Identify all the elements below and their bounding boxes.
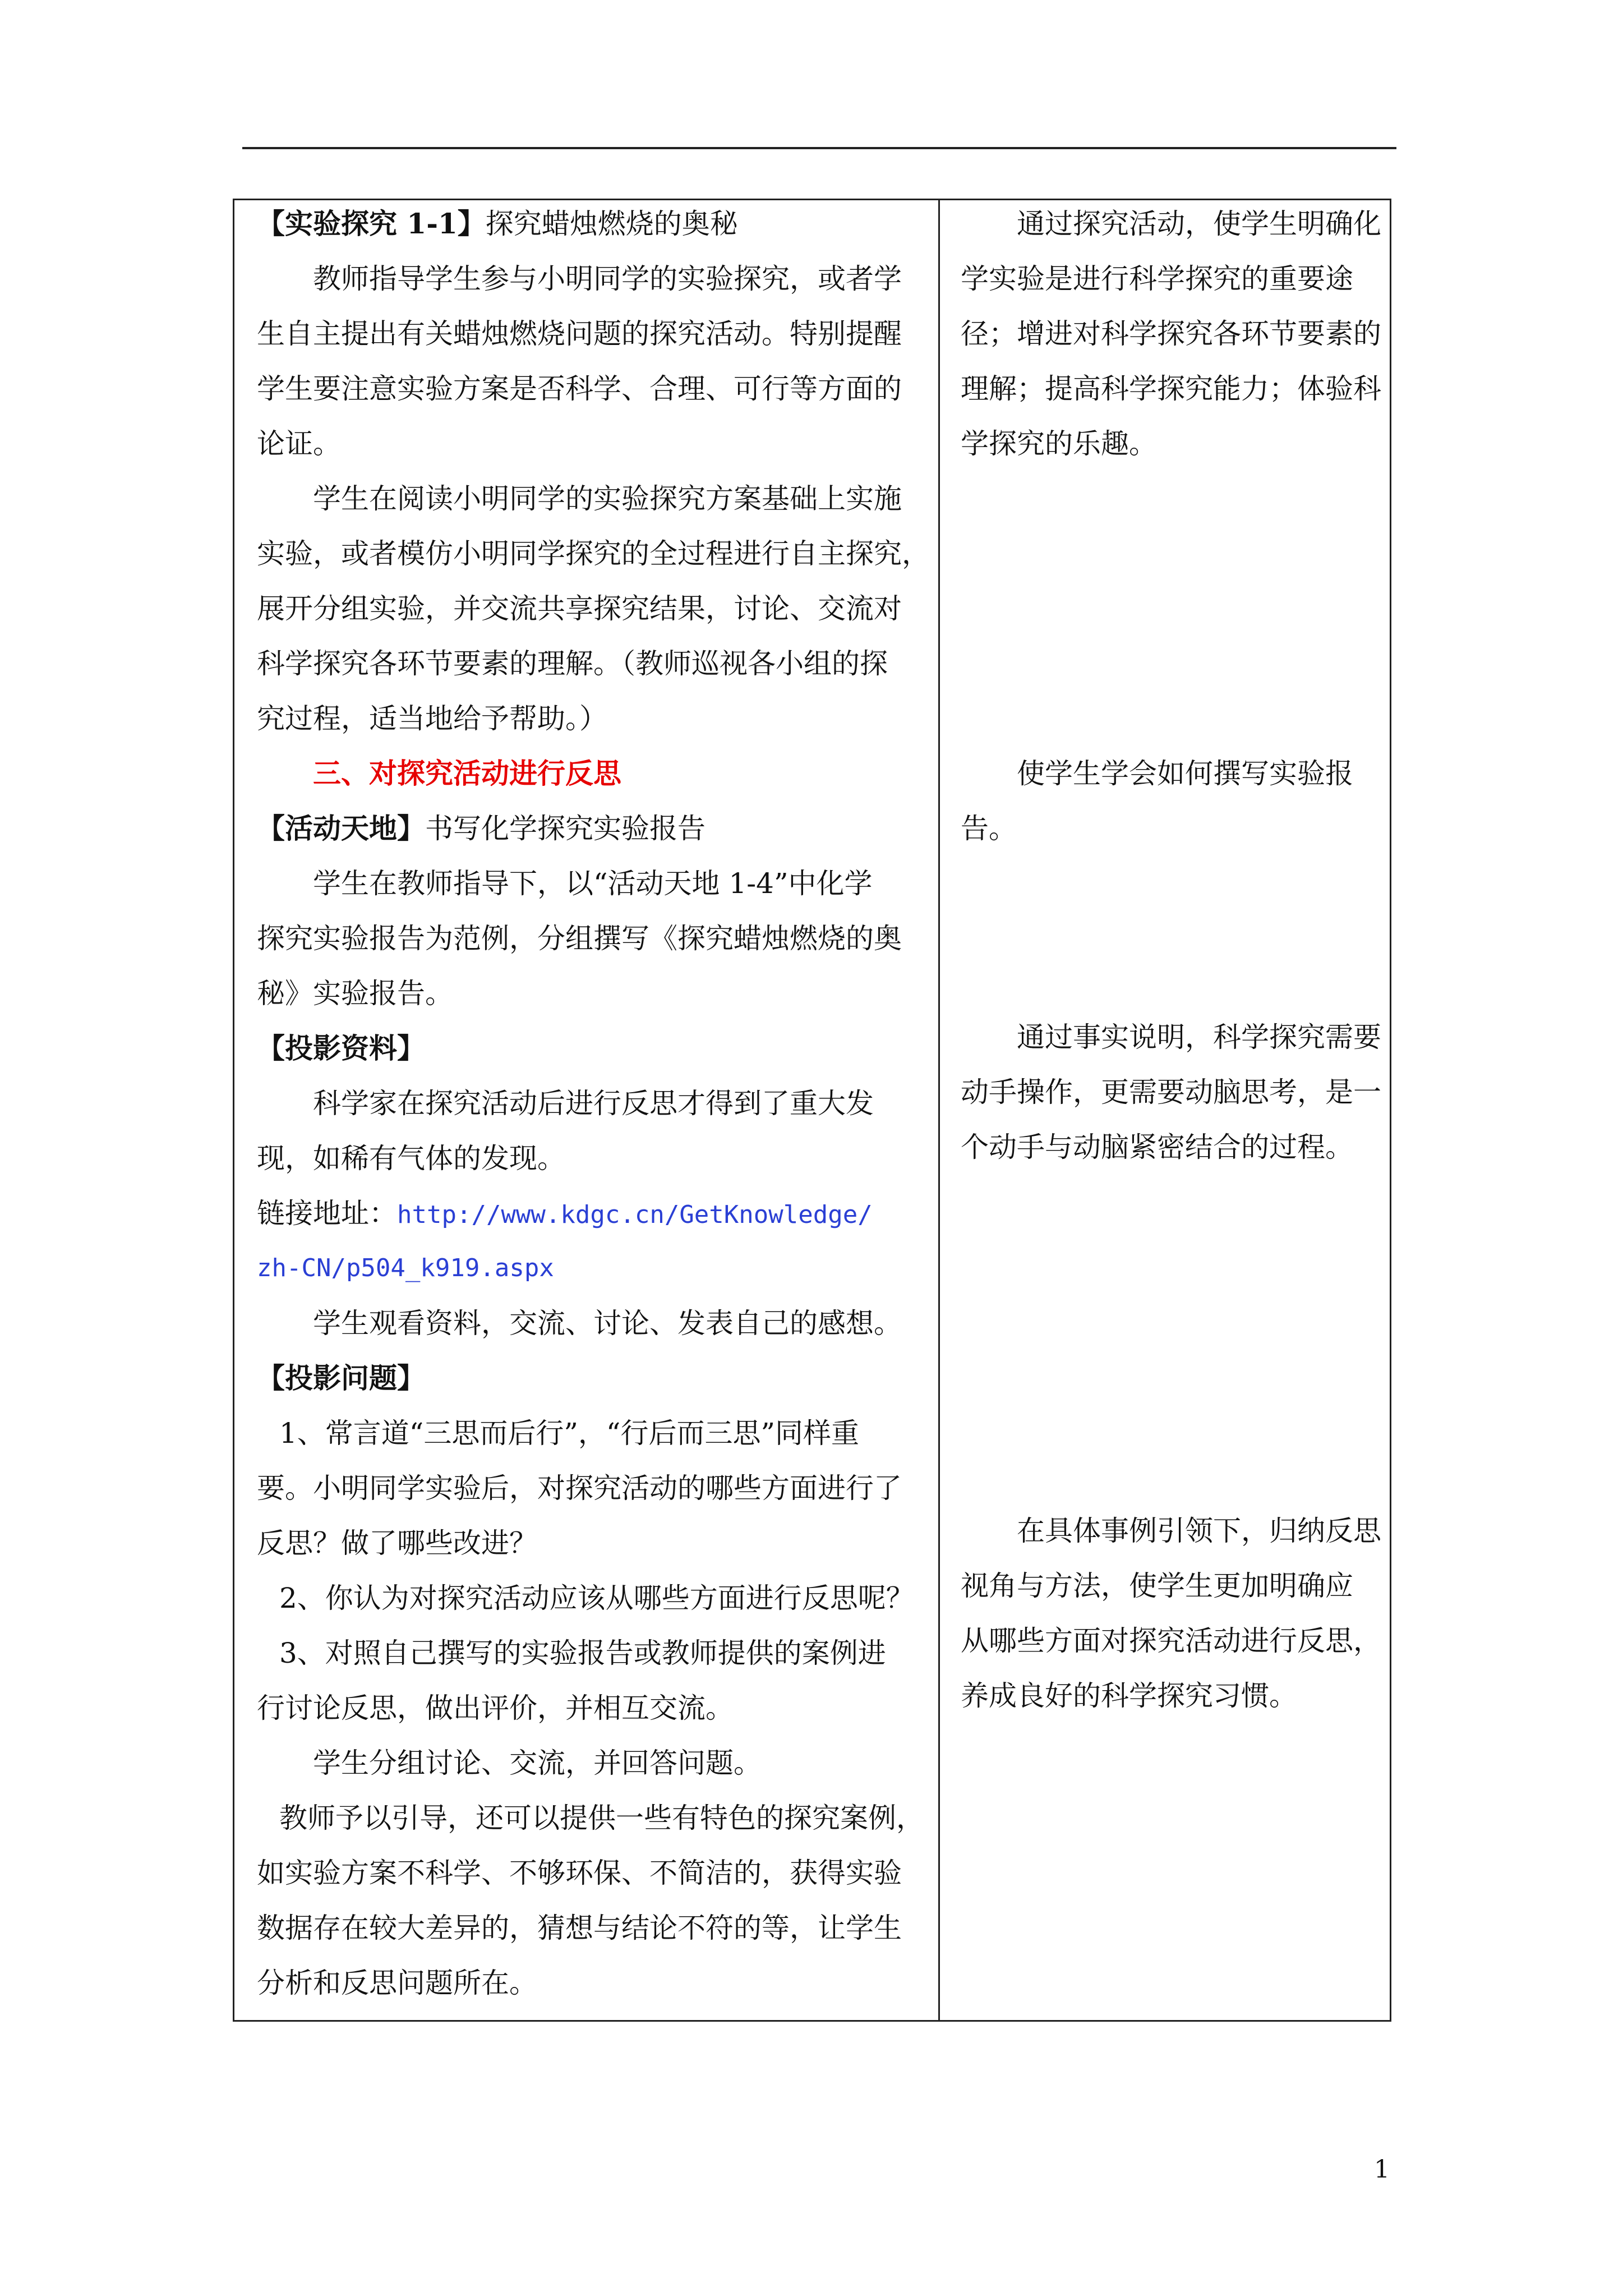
column-divider (938, 200, 940, 2020)
paragraph-line: 现，如稀有气体的发现。 (257, 1142, 565, 1175)
paragraph-line: 秘》实验报告。 (257, 977, 453, 1010)
paragraph-line: 科学探究各环节要素的理解。（教师巡视各小组的探 (257, 647, 888, 680)
header-rule (242, 147, 1396, 149)
purpose-line: 告。 (961, 812, 1017, 845)
purpose-line: 理解；提高科学探究能力；体验科 (961, 372, 1381, 405)
paragraph-line: 展开分组实验，并交流共享探究结果，讨论、交流对 (257, 592, 902, 625)
purpose-line: 学实验是进行科学探究的重要途 (961, 263, 1353, 295)
paragraph-line: 分析和反思问题所在。 (257, 1967, 537, 1999)
link-label: 链接地址： (257, 1197, 397, 1230)
activity-title: 书写化学探究实验报告 (425, 812, 706, 845)
paragraph-line: 学生在阅读小明同学的实验探究方案基础上实施 (313, 482, 902, 515)
purpose-line: 学探究的乐趣。 (961, 427, 1157, 460)
paragraph-line: 探究实验报告为范例，分组撰写《探究蜡烛燃烧的奥 (257, 922, 902, 955)
question-line: 3、对照自己撰写的实验报告或教师提供的案例进 (279, 1637, 886, 1669)
purpose-line: 使学生学会如何撰写实验报 (1017, 757, 1353, 790)
paragraph-line: 如实验方案不科学、不够环保、不简洁的，获得实验 (257, 1857, 902, 1889)
experiment-heading (257, 207, 738, 241)
paragraph-line: 学生分组讨论、交流，并回答问题。 (313, 1747, 762, 1779)
paragraph-line: 科学家在探究活动后进行反思才得到了重大发 (313, 1087, 874, 1120)
question-line: 要。小明同学实验后，对探究活动的哪些方面进行了 (257, 1472, 902, 1504)
experiment-title: 探究蜡烛燃烧的奥秘 (485, 208, 738, 240)
paragraph-line: 论证。 (257, 427, 341, 460)
purpose-line: 养成良好的科学探究习惯。 (961, 1680, 1297, 1712)
paragraph-line: 生自主提出有关蜡烛燃烧问题的探究活动。特别提醒 (257, 318, 902, 350)
paragraph-line: 学生观看资料，交流、讨论、发表自己的感想。 (313, 1307, 902, 1340)
purpose-line: 在具体事例引领下，归纳反思 (1017, 1515, 1381, 1547)
section-heading: 三、对探究活动进行反思 (313, 757, 621, 790)
paragraph-line: 学生要注意实验方案是否科学、合理、可行等方面的 (257, 372, 902, 405)
question-line: 1、常言道“三思而后行”，“行后而三思”同样重 (279, 1417, 860, 1450)
purpose-line: 动手操作，更需要动脑思考，是一 (961, 1076, 1381, 1108)
page-number: 1 (1374, 2155, 1390, 2184)
paragraph-line: 实验，或者模仿小明同学探究的全过程进行自主探究， (257, 537, 930, 570)
link-url-continued[interactable]: zh-CN/p504_k919.aspx (257, 1254, 554, 1282)
paragraph-line: 究过程，适当地给予帮助。） (257, 702, 607, 735)
paragraph-line: 数据存在较大差异的，猜想与结论不符的等，让学生 (257, 1912, 902, 1944)
purpose-line: 个动手与动脑紧密结合的过程。 (961, 1131, 1353, 1163)
paragraph-line: 教师予以引导，还可以提供一些有特色的探究案例， (279, 1802, 924, 1834)
purpose-line: 径；增进对科学探究各环节要素的 (961, 318, 1381, 350)
activity-heading (257, 812, 706, 845)
purpose-line: 视角与方法，使学生更加明确应 (961, 1570, 1353, 1602)
paragraph-line: 教师指导学生参与小明同学的实验探究，或者学 (313, 263, 902, 295)
question-line: 2、你认为对探究活动应该从哪些方面进行反思呢？ (279, 1582, 914, 1614)
purpose-line: 从哪些方面对探究活动进行反思， (961, 1625, 1381, 1657)
paragraph-line: 学生在教师指导下，以“活动天地 1-4”中化学 (313, 867, 873, 900)
activity-label: 【活动天地】 (257, 812, 425, 845)
link-url[interactable]: http://www.kdgc.cn/GetKnowledge/ (397, 1200, 873, 1229)
link-line (257, 1197, 873, 1232)
question-line: 行讨论反思，做出评价，并相互交流。 (257, 1692, 734, 1724)
purpose-line: 通过事实说明，科学探究需要 (1017, 1021, 1381, 1053)
projection-material-label: 【投影资料】 (257, 1032, 425, 1065)
lesson-table (233, 199, 1391, 2022)
question-line: 反思？做了哪些改进？ (257, 1527, 537, 1559)
experiment-label: 【实验探究 1-1】 (257, 207, 486, 240)
purpose-line: 通过探究活动，使学生明确化 (1017, 208, 1381, 240)
projection-question-label: 【投影问题】 (257, 1361, 425, 1395)
